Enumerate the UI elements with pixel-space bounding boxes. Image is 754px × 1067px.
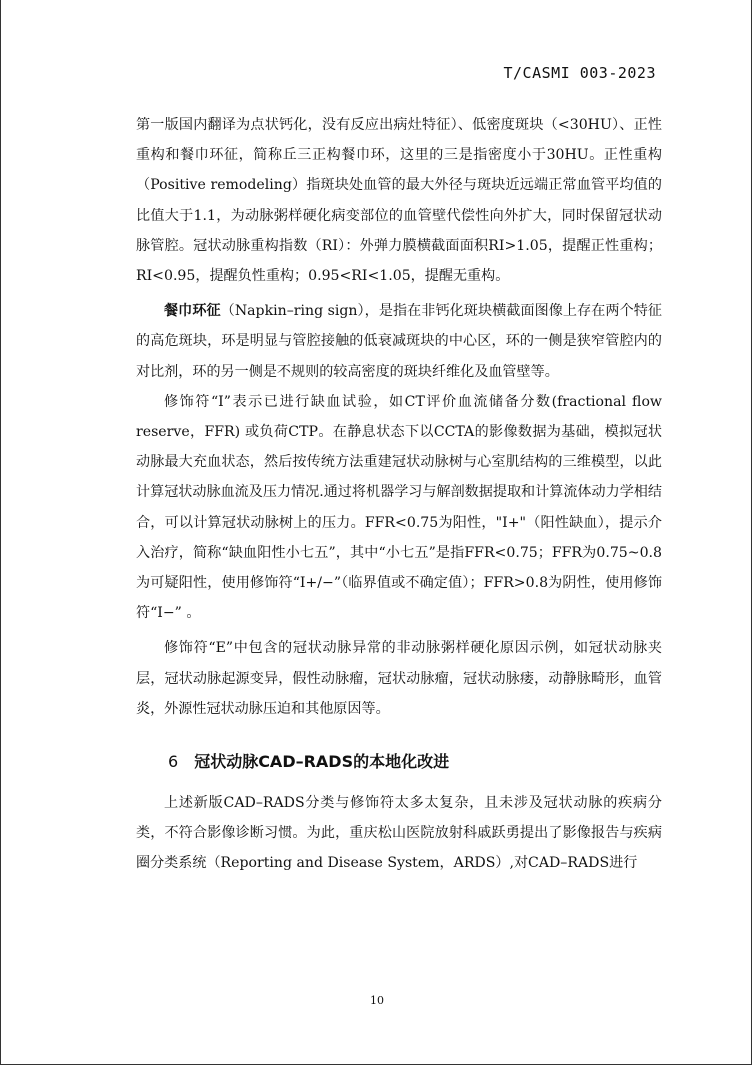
paragraph-3: 修饰符“I”表示已进行缺血试验，如CT评价血流储备分数(fractional flow reserve，FFR) 或负荷CTP。在静息状态下以CCTA的影像数据为基础，模拟冠状动脉最大充血状态，然后按传统方法重建冠状动脉树与心室肌结构的三维模型，以此计算冠状动脉血流及压力情况.通过将机器学习与解剖数据提取和计算流体动力学相结合，可以计算冠状动脉树上的压力。FFR<0.75为阳性，"I+"（阳性缺血），提示介入治疗，简称“缺血阳性小七五”，其中“小七五”是指FFR<0.75；FFR为0.75~0.8为可疑阳性，使用修饰符“I+/−”（临界值或不确定值）；FFR>0.8为阴性，使用修饰符“I−” 。	[136, 393, 662, 622]
section-title: 冠状动脉CAD–RADS的本地化改进	[194, 752, 450, 772]
section-heading	[168, 748, 662, 776]
paragraph-2	[136, 296, 662, 387]
paragraph-2-text: （Napkin–ring sign），是指在非钙化斑块横截面图像上存在两个特征的高危斑块，环是明显与管腔接触的低衰减斑块的中心区，环的一侧是狭窄管腔内的对比剂，环的另一侧是不规则的较高密度的斑块纤维化及血管壁等。	[136, 303, 662, 380]
paragraph-5: 上述新版CAD–RADS分类与修饰符太多太复杂，且未涉及冠状动脉的疾病分类，不符合影像诊断习惯。为此，重庆松山医院放射科戚跃勇提出了影像报告与疾病圈分类系统（Reporting and Disease System，ARDS）,对CAD–RADS进行	[136, 795, 662, 872]
term-napkin-ring-sign: 餐巾环征	[164, 303, 221, 320]
body-text	[136, 110, 662, 879]
paragraph-4: 修饰符“E”中包含的冠状动脉异常的非动脉粥样硬化原因示例，如冠状动脉夹层，冠状动脉起源变异，假性动脉瘤，冠状动脉瘤，冠状动脉瘘，动静脉畸形，血管炎，外源性冠状动脉压迫和其他原因等。	[136, 640, 662, 717]
document-id: T/CASMI 003-2023	[503, 64, 656, 82]
section-number: 6	[168, 752, 179, 772]
page-number: 10	[370, 994, 384, 1007]
paragraph-1: 第一版国内翻译为点状钙化，没有反应出病灶特征）、低密度斑块（<30HU）、正性重构和餐巾环征，简称丘三正构餐巾环，这里的三是指密度小于30HU。正性重构（Positive remodeling）指斑块处血管的最大外径与斑块近远端正常血管平均值的比值大于1.1，为动脉粥样硬化病变部位的血管壁代偿性向外扩大，同时保留冠状动脉管腔。冠状动脉重构指数（RI）：外弹力膜横截面面积RI>1.05，提醒正性重构；RI<0.95，提醒负性重构；0.95<RI<1.05，提醒无重构。	[136, 117, 662, 285]
